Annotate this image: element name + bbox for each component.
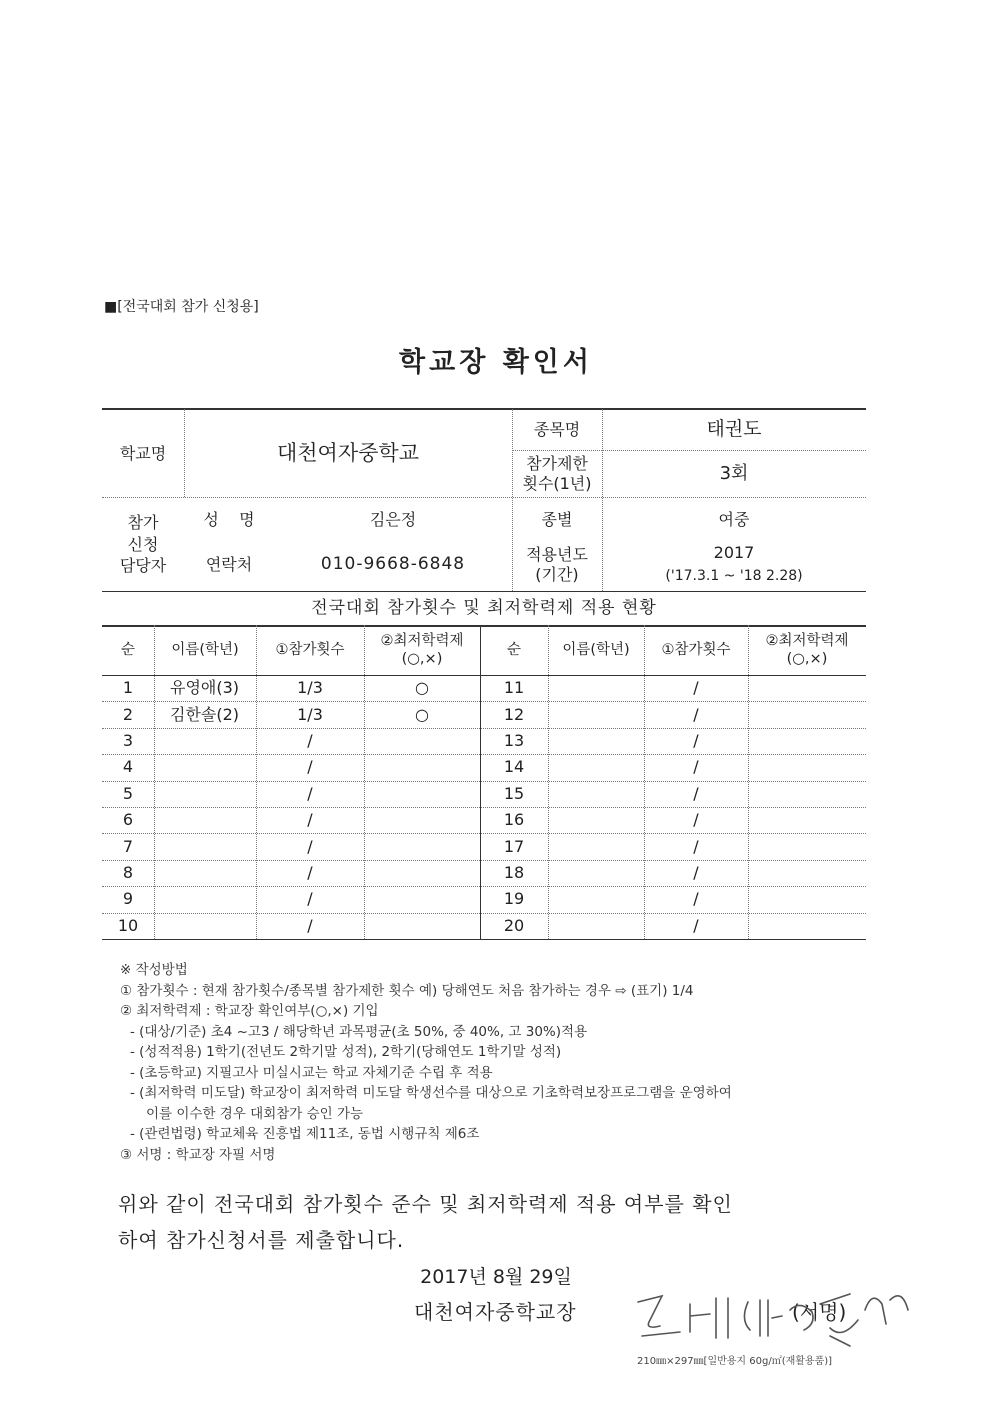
note-2a: - (대상/기준) 초4 ~고3 / 해당학년 과목평균(초 50%, 중 40%, 고 30%)적용 bbox=[130, 1023, 588, 1040]
table-cell-count: / bbox=[307, 810, 313, 830]
table-cell-no: 10 bbox=[117, 915, 139, 935]
table-cell-no: 11 bbox=[503, 678, 525, 698]
note-2c: - (초등학교) 지필고사 미실시교는 학교 자체기준 수립 후 적용 bbox=[130, 1064, 493, 1081]
table-cell-count: / bbox=[693, 678, 699, 698]
table-cell-no: 12 bbox=[503, 704, 525, 724]
writing-instructions bbox=[120, 960, 880, 1165]
table-cell-min: ○ bbox=[415, 704, 429, 724]
column-header: 이름(학년) bbox=[171, 641, 239, 658]
table-cell-no: 5 bbox=[122, 783, 134, 803]
note-3: ③ 서명 : 학교장 자필 서명 bbox=[120, 1146, 276, 1163]
name-value: 김은정 bbox=[369, 510, 417, 529]
signature-label: (서명) bbox=[792, 1300, 847, 1324]
table-cell-name bbox=[154, 913, 256, 939]
table-cell-no: 15 bbox=[503, 783, 525, 803]
table-cell-name bbox=[154, 886, 256, 912]
table-cell-no: 3 bbox=[122, 730, 134, 750]
table-cell-name bbox=[548, 886, 644, 912]
statement-line-1: 위와 같이 전국대회 참가횟수 준수 및 최저학력제 적용 여부를 확인 bbox=[118, 1192, 733, 1216]
table-cell-no: 18 bbox=[503, 862, 525, 882]
name-label: 성 명 bbox=[203, 510, 255, 529]
table-cell-no: 6 bbox=[122, 810, 134, 830]
column-header: ②최저학력제 (○,×) bbox=[765, 632, 849, 667]
table-cell-name bbox=[154, 860, 256, 886]
table-cell-count: / bbox=[693, 757, 699, 777]
table-cell-no: 14 bbox=[503, 757, 525, 777]
table-cell-min bbox=[748, 754, 866, 780]
table-cell-no: 20 bbox=[503, 915, 525, 935]
statement-line-2: 하여 참가신청서를 제출합니다. bbox=[118, 1228, 405, 1252]
table-cell-count: / bbox=[693, 915, 699, 935]
column-header: 이름(학년) bbox=[562, 641, 630, 658]
table-cell-min bbox=[364, 913, 480, 939]
table-cell-min bbox=[748, 675, 866, 701]
table-cell-min bbox=[748, 807, 866, 833]
table-cell-name bbox=[154, 807, 256, 833]
table-cell-name: 김한솔(2) bbox=[170, 704, 240, 724]
table-cell-count: / bbox=[307, 730, 313, 750]
table-cell-name bbox=[154, 781, 256, 807]
category-label: 종별 bbox=[541, 510, 573, 529]
period-value: ('17.3.1 ~ '18 2.28) bbox=[665, 568, 803, 585]
table-cell-min bbox=[364, 781, 480, 807]
table-cell-min bbox=[748, 833, 866, 859]
column-header: ①참가횟수 bbox=[275, 641, 345, 658]
table-cell-no: 13 bbox=[503, 730, 525, 750]
table-cell-no: 4 bbox=[122, 757, 134, 777]
school-name: 대천여자중학교 bbox=[276, 441, 419, 466]
table-cell-min bbox=[364, 728, 480, 754]
table-cell-count: 1/3 bbox=[297, 704, 323, 724]
note-2e: - (관련법령) 학교체육 진흥법 제11조, 동법 시행규칙 제6조 bbox=[130, 1126, 480, 1142]
note-2d-cont: 이를 이수한 경우 대회참가 승인 가능 bbox=[146, 1105, 364, 1122]
table-cell-count: / bbox=[693, 704, 699, 724]
limit-value: 3회 bbox=[719, 462, 749, 484]
table-cell-count: / bbox=[693, 862, 699, 882]
contact-value: 010-9668-6848 bbox=[320, 554, 466, 575]
table-cell-name bbox=[548, 807, 644, 833]
year-value: 2017 bbox=[713, 543, 755, 562]
table-cell-min bbox=[364, 807, 480, 833]
table-cell-name bbox=[548, 675, 644, 701]
table-cell-count: / bbox=[693, 889, 699, 909]
event-label: 종목명 bbox=[533, 420, 581, 439]
manager-label: 참가 신청 담당자 bbox=[119, 513, 167, 576]
table-cell-name bbox=[548, 701, 644, 727]
table-cell-no: 8 bbox=[122, 862, 134, 882]
table-cell-count: / bbox=[307, 862, 313, 882]
column-header: 순 bbox=[506, 641, 521, 658]
table-cell-min bbox=[748, 781, 866, 807]
table-cell-count: 1/3 bbox=[297, 678, 323, 698]
table-cell-no: 19 bbox=[503, 889, 525, 909]
status-title: 전국대회 참가횟수 및 최저학력제 적용 현황 bbox=[311, 598, 657, 619]
table-cell-min bbox=[748, 701, 866, 727]
table-cell-name bbox=[548, 781, 644, 807]
contact-label: 연락처 bbox=[205, 555, 253, 574]
table-cell-name bbox=[548, 833, 644, 859]
note-2: ② 최저학력제 : 학교장 확인여부(○,×) 기입 bbox=[120, 1003, 379, 1019]
table-cell-name bbox=[548, 754, 644, 780]
table-cell-no: 16 bbox=[503, 810, 525, 830]
table-cell-name: 유영애(3) bbox=[170, 678, 240, 698]
table-cell-min bbox=[748, 886, 866, 912]
notes-heading: ※ 작성방법 bbox=[120, 962, 188, 978]
table-cell-min bbox=[364, 754, 480, 780]
table-cell-count: / bbox=[693, 810, 699, 830]
school-label: 학교명 bbox=[119, 443, 167, 463]
table-cell-min: ○ bbox=[415, 678, 429, 698]
column-header: ②최저학력제 (○,×) bbox=[380, 632, 464, 667]
page-title: 학교장 확인서 bbox=[399, 347, 593, 378]
table-bottom-border bbox=[102, 939, 866, 940]
confirmation-statement bbox=[118, 1186, 733, 1258]
limit-label: 참가제한 횟수(1년) bbox=[522, 454, 592, 493]
year-label: 적용년도 (기간) bbox=[526, 545, 588, 584]
table-cell-count: / bbox=[693, 730, 699, 750]
table-cell-count: / bbox=[307, 889, 313, 909]
table-cell-min bbox=[748, 860, 866, 886]
table-cell-count: / bbox=[307, 783, 313, 803]
principal-title: 대천여자중학교장 bbox=[414, 1300, 577, 1324]
note-1: ① 참가횟수 : 현재 참가횟수/종목별 참가제한 횟수 예) 당해연도 처음 참가하는 경우 ⇨ (표기) 1/4 bbox=[120, 982, 694, 999]
table-cell-min bbox=[364, 833, 480, 859]
table-cell-count: / bbox=[693, 836, 699, 856]
table-cell-name bbox=[548, 728, 644, 754]
form-tag: ■[전국대회 참가 신청용] bbox=[104, 299, 259, 315]
note-2b: - (성적적용) 1학기(전년도 2학기말 성적), 2학기(당해연도 1학기말 성적) bbox=[130, 1044, 562, 1060]
table-cell-min bbox=[364, 860, 480, 886]
issue-date: 2017년 8월 29일 bbox=[420, 1266, 572, 1288]
table-cell-min bbox=[748, 728, 866, 754]
table-cell-min bbox=[364, 886, 480, 912]
note-2d: - (최저학력 미도달) 학교장이 최저학력 미도달 학생선수를 대상으로 기초학력보장프로그램을 운영하여 bbox=[130, 1085, 732, 1101]
category-value: 여중 bbox=[718, 510, 750, 529]
table-cell-name bbox=[548, 913, 644, 939]
table-cell-no: 7 bbox=[122, 836, 134, 856]
table-cell-min bbox=[748, 913, 866, 939]
table-cell-no: 1 bbox=[122, 678, 134, 698]
table-cell-count: / bbox=[307, 836, 313, 856]
table-cell-no: 2 bbox=[122, 704, 134, 724]
table-cell-no: 17 bbox=[503, 836, 525, 856]
column-header: ①참가횟수 bbox=[661, 641, 731, 658]
table-cell-name bbox=[154, 833, 256, 859]
paper-spec: 210㎜×297㎜[일반용지 60g/㎡(재활용품)] bbox=[637, 1356, 833, 1367]
table-cell-count: / bbox=[307, 757, 313, 777]
table-cell-no: 9 bbox=[122, 889, 134, 909]
column-header: 순 bbox=[120, 641, 135, 658]
table-cell-count: / bbox=[693, 783, 699, 803]
table-cell-name bbox=[154, 754, 256, 780]
handwritten-signature bbox=[620, 1280, 920, 1350]
table-cell-name bbox=[154, 728, 256, 754]
event-value: 태권도 bbox=[706, 418, 762, 441]
table-cell-count: / bbox=[307, 915, 313, 935]
table-cell-name bbox=[548, 860, 644, 886]
